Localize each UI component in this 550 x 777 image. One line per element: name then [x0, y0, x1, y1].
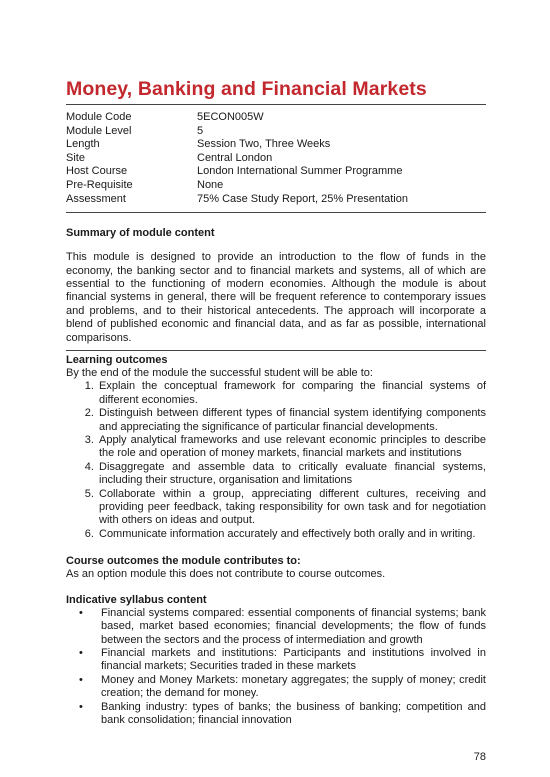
module-meta-table: [66, 111, 486, 206]
list-item: 6. Communicate information accurately and effectively both orally and in writing.: [97, 528, 486, 541]
meta-value: 75% Case Study Report, 25% Presentation: [197, 192, 408, 205]
syllabus-heading: Indicative syllabus content: [66, 593, 207, 606]
summary-paragraph: This module is designed to provide an introduction to the flow of funds in the economy, the banking sector and to financial markets and systems, all of which are essential to the functioning of modern economies. Although the module is about financial systems in general, there will be frequent reference to contemporary issues and problems, and to their historical antecedents. The approach will incorporate a blend of published economic and financial data, and as far as possible, international comparisons.: [66, 251, 486, 344]
meta-row-pre-requisite: [66, 179, 486, 193]
learning-outcomes-list: [66, 380, 486, 541]
list-item: 4. Disaggregate and assemble data to critically evaluate financial systems, including their structure, organisation and limitations: [97, 461, 486, 488]
syllabus-item-text: Money and Money Markets: monetary aggregates; the supply of money; credit creation; the demand for money.: [101, 673, 486, 700]
bullet-icon: •: [79, 673, 83, 686]
syllabus-item-text: Financial systems compared: essential components of financial systems; bank based, market based economies; financial developments; the flow of funds between the sectors and the process of intermediation and growth: [101, 606, 486, 646]
meta-divider: [66, 212, 486, 213]
meta-row-assessment: [66, 193, 486, 207]
meta-row-site: [66, 152, 486, 166]
document-page: [66, 78, 486, 727]
meta-row-module-level: [66, 125, 486, 139]
learning-outcomes-heading: Learning outcomes: [66, 354, 168, 366]
meta-value: 5ECON005W: [197, 111, 264, 123]
meta-row-module-code: [66, 111, 486, 125]
list-item: [79, 646, 486, 674]
meta-value: Session Two, Three Weeks: [197, 138, 331, 151]
learning-outcomes-intro: By the end of the module the successful student will be able to:: [66, 367, 373, 379]
meta-key: Host Course: [66, 165, 128, 178]
summary-divider: [66, 350, 486, 351]
list-item: 5. Collaborate within a group, appreciating different cultures, receiving and providing peer feedback, taking responsibility for own task and for negotiation with others on ideas and output.: [97, 488, 486, 528]
syllabus-item-text: Financial markets and institutions: Participants and institutions involved in financial markets; Securities traded in these markets: [101, 646, 486, 673]
list-item: 1. Explain the conceptual framework for comparing the financial systems of different economies.: [97, 380, 486, 407]
course-outcomes-heading: Course outcomes the module contributes to:: [66, 555, 301, 568]
meta-value: London International Summer Programme: [197, 165, 403, 178]
meta-row-host-course: [66, 165, 486, 179]
meta-key: Site: [66, 151, 85, 164]
course-outcomes-text: As an option module this does not contribute to course outcomes.: [66, 568, 386, 581]
list-item: [79, 606, 486, 647]
meta-key: Module Code: [66, 111, 132, 123]
list-item: 3. Apply analytical frameworks and use relevant economic principles to describe the role and operation of money markets, financial markets and institutions: [97, 434, 486, 461]
meta-key: Pre-Requisite: [66, 178, 133, 191]
list-item: [79, 673, 486, 701]
title-divider: [66, 104, 486, 105]
page-number: 78: [473, 751, 486, 763]
bullet-icon: •: [79, 646, 83, 659]
page-title: Money, Banking and Financial Markets: [66, 78, 427, 100]
list-item: [79, 700, 486, 728]
meta-key: Length: [66, 138, 100, 151]
meta-row-length: [66, 138, 486, 152]
meta-value: None: [197, 178, 224, 191]
bullet-icon: •: [79, 700, 83, 713]
meta-value: 5: [197, 124, 204, 137]
meta-key: Assessment: [66, 192, 126, 205]
syllabus-item-text: Banking industry: types of banks; the business of banking; competition and bank consolidation; financial innovation: [101, 700, 486, 726]
summary-heading: Summary of module content: [66, 227, 215, 240]
list-item: 2. Distinguish between different types of financial system identifying components and appreciating the significance of particular financial developments.: [97, 407, 486, 434]
syllabus-list: [66, 607, 486, 728]
meta-value: Central London: [197, 151, 273, 164]
meta-key: Module Level: [66, 124, 132, 137]
bullet-icon: •: [79, 606, 83, 619]
